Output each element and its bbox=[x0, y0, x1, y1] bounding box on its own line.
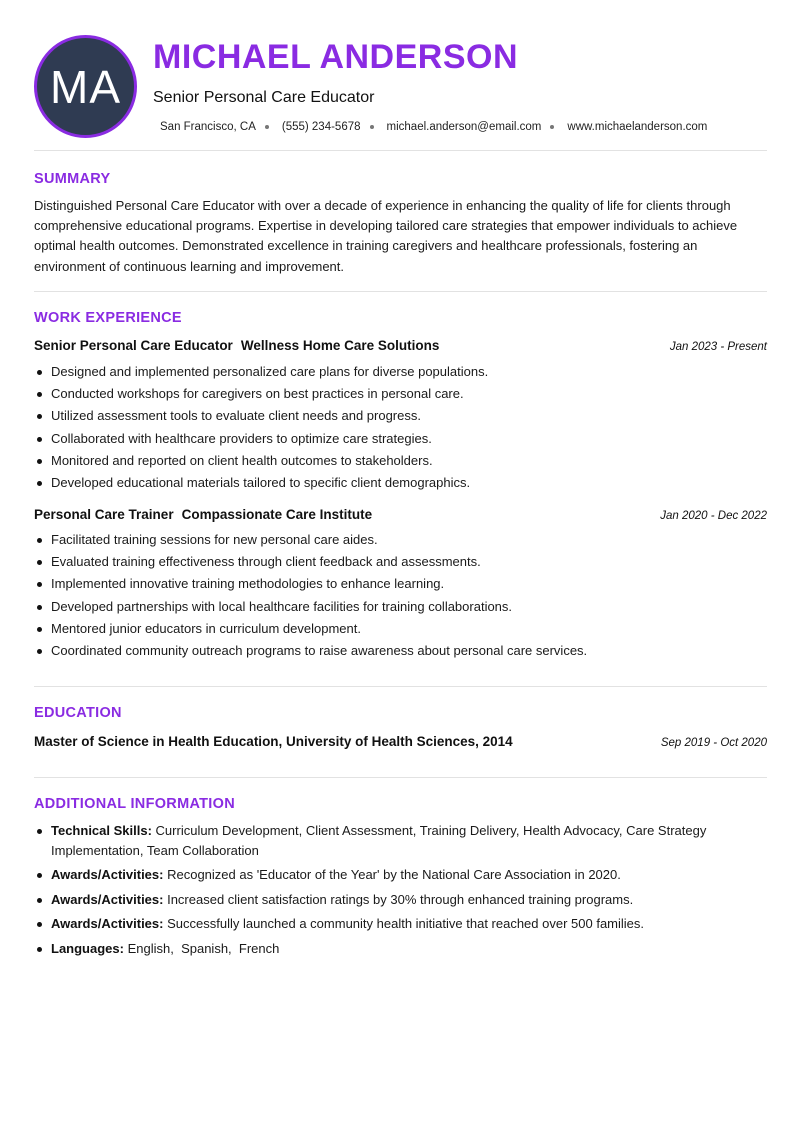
contact-website[interactable]: www.michaelanderson.com bbox=[567, 121, 708, 133]
separator-dot bbox=[265, 125, 269, 129]
list-item bbox=[34, 821, 769, 860]
list-item: Implemented innovative training methodologies to enhance learning. bbox=[34, 576, 769, 592]
work-experience-heading: WORK EXPERIENCE bbox=[34, 310, 182, 326]
job-company: Compassionate Care Institute bbox=[181, 507, 373, 522]
list-item: Monitored and reported on client health outcomes to stakeholders. bbox=[34, 453, 769, 469]
contact-phone: (555) 234-5678 bbox=[281, 121, 361, 133]
info-label: Awards/Activities: bbox=[51, 867, 164, 882]
list-item: Utilized assessment tools to evaluate client needs and progress. bbox=[34, 408, 769, 424]
contact-email[interactable]: michael.anderson@email.com bbox=[386, 121, 542, 133]
divider bbox=[34, 686, 767, 687]
avatar bbox=[34, 35, 137, 138]
education-degree: Master of Science in Health Education, University of Health Sciences, 2014 bbox=[34, 734, 513, 749]
job-title-line bbox=[34, 338, 439, 353]
job-header bbox=[34, 507, 767, 522]
avatar-initials: MA bbox=[50, 60, 121, 113]
additional-info-heading: ADDITIONAL INFORMATION bbox=[34, 796, 235, 812]
divider bbox=[34, 150, 767, 151]
contact-row bbox=[160, 121, 707, 133]
education-heading: EDUCATION bbox=[34, 705, 122, 721]
summary-text: Distinguished Personal Care Educator with over a decade of experience in enhancing the quality of life for clients through comprehensive educational programs. Expertise in developing tailored care strategies that empower individuals to achieve optimal health outcomes. Demonstrated excellence in training caregivers and healthcare professionals, fostering an environment of continuous learning and improvement. bbox=[34, 198, 738, 274]
contact-location: San Francisco, CA bbox=[160, 121, 256, 133]
info-text: Successfully launched a community health initiative that reached over 500 families. bbox=[167, 916, 645, 931]
candidate-title: Senior Personal Care Educator bbox=[153, 89, 375, 106]
divider bbox=[34, 291, 767, 292]
job-role: Senior Personal Care Educator bbox=[34, 338, 233, 353]
divider bbox=[34, 777, 767, 778]
summary-heading: SUMMARY bbox=[34, 171, 111, 187]
list-item: Developed partnerships with local healthcare facilities for training collaborations. bbox=[34, 599, 769, 615]
separator-dot bbox=[370, 125, 374, 129]
info-label: Awards/Activities: bbox=[51, 891, 164, 907]
info-label: Awards/Activities: bbox=[51, 916, 164, 931]
list-item bbox=[34, 865, 769, 885]
info-label: Technical Skills: bbox=[51, 823, 152, 838]
job-company: Wellness Home Care Solutions bbox=[240, 338, 440, 353]
education-dates: Sep 2019 - Oct 2020 bbox=[660, 737, 767, 749]
list-item: Facilitated training sessions for new personal care aides. bbox=[34, 532, 769, 548]
job-dates: Jan 2023 - Present bbox=[669, 341, 767, 353]
separator-dot bbox=[550, 125, 554, 129]
info-text: Curriculum Development, Client Assessment, Training Delivery, Health Advocacy, Care Strategy Implementation, Team Collaboration bbox=[51, 823, 707, 858]
education-entry bbox=[34, 734, 767, 749]
info-text: English, Spanish, French bbox=[127, 940, 280, 956]
list-item: Collaborated with healthcare providers to optimize care strategies. bbox=[34, 431, 769, 447]
list-item: Developed educational materials tailored to specific client demographics. bbox=[34, 475, 769, 491]
list-item: Mentored junior educators in curriculum development. bbox=[34, 621, 769, 637]
info-label: Languages: bbox=[51, 940, 124, 956]
list-item: Coordinated community outreach programs to raise awareness about personal care services. bbox=[34, 643, 769, 659]
job-dates: Jan 2020 - Dec 2022 bbox=[660, 510, 767, 522]
list-item bbox=[34, 890, 769, 910]
job-role: Personal Care Trainer bbox=[34, 507, 174, 522]
job-bullets bbox=[34, 532, 769, 665]
job-title-line bbox=[34, 507, 372, 522]
list-item bbox=[34, 914, 769, 934]
list-item: Conducted workshops for caregivers on best practices in personal care. bbox=[34, 386, 769, 402]
list-item bbox=[34, 939, 769, 959]
candidate-name: MICHAEL ANDERSON bbox=[153, 38, 519, 76]
additional-info-list bbox=[34, 821, 769, 963]
job-bullets bbox=[34, 364, 769, 497]
list-item: Evaluated training effectiveness through client feedback and assessments. bbox=[34, 554, 769, 570]
info-text: Increased client satisfaction ratings by 30% through enhanced training programs. bbox=[167, 891, 634, 907]
info-text: Recognized as 'Educator of the Year' by the National Care Association in 2020. bbox=[167, 867, 621, 882]
job-header bbox=[34, 338, 767, 353]
list-item: Designed and implemented personalized care plans for diverse populations. bbox=[34, 364, 769, 380]
